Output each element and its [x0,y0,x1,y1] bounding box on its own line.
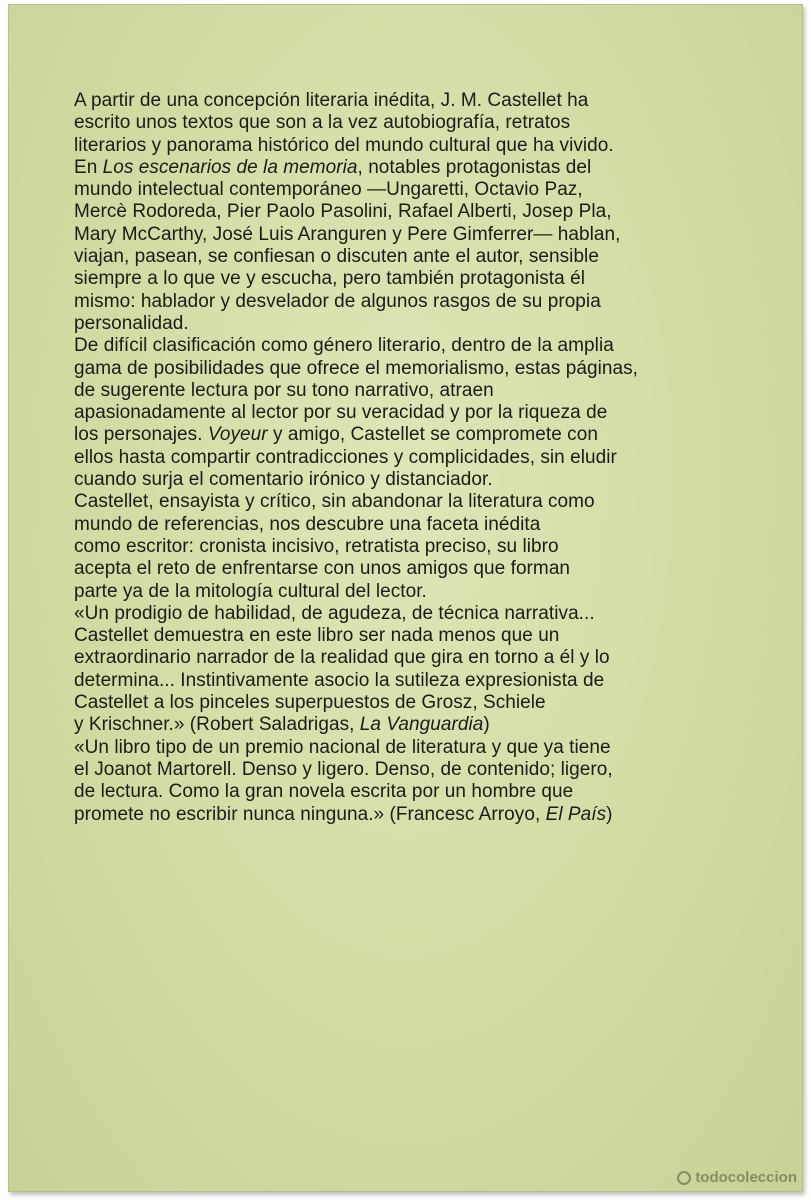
text-segment: literarios y panorama histórico del mundo cultural que ha vivido. [74,134,614,156]
synopsis-text [74,90,734,826]
text-line [74,112,734,134]
text-line [74,335,734,357]
italic-title: La Vanguardia [359,714,484,736]
text-segment: Mary McCarthy, José Luis Aranguren y Pere Gimferrer— hablan, [74,223,621,245]
italic-title: Los escenarios de la memoria [102,156,358,178]
text-line [74,714,734,736]
text-line [74,558,734,580]
text-line [74,581,734,603]
text-segment: personalidad. [74,312,189,334]
text-segment: A partir de una concepción literaria inédita, J. M. Castellet ha [74,90,589,111]
text-segment: «Un prodigio de habilidad, de agudeza, de técnica narrativa... [74,602,595,624]
italic-title: El País [545,803,607,825]
text-line [74,447,734,469]
text-line [74,625,734,647]
text-segment: y Krischner.» (Robert Saladrigas, [74,714,360,736]
watermark-logo-icon [677,1171,691,1185]
text-segment: , notables protagonistas del [357,156,592,178]
text-segment: siempre a lo que ve y escucha, pero también protagonista él [74,268,585,290]
text-line [74,692,734,714]
text-segment: mundo de referencias, nos descubre una faceta inédita [74,513,541,535]
text-segment: como escritor: cronista incisivo, retratista preciso, su libro [74,535,559,557]
text-segment: los personajes. [74,424,208,446]
text-segment: el Joanot Martorell. Denso y ligero. Denso, de contenido; ligero, [74,758,613,780]
text-segment: «Un libro tipo de un premio nacional de literatura y que ya tiene [74,736,611,758]
text-segment: extraordinario narrador de la realidad que gira en torno a él y lo [74,647,610,669]
text-line [74,179,734,201]
italic-title: Voyeur [207,424,268,446]
text-segment: ) [606,803,613,825]
text-segment: y amigo, Castellet se compromete con [267,424,598,446]
text-line [74,670,734,692]
text-line [74,402,734,424]
text-segment: Castellet a los pinceles superpuestos de Grosz, Schiele [74,692,546,714]
text-line [74,246,734,268]
text-segment: parte ya de la mitología cultural del lector. [74,580,427,602]
text-segment: de lectura. Como la gran novela escrita por un hombre que [74,781,574,803]
text-line [74,603,734,625]
text-segment: de sugerente lectura por su tono narrativo, atraen [74,379,494,401]
text-segment: Mercè Rodoreda, Pier Paolo Pasolini, Rafael Alberti, Josep Pla, [74,201,612,223]
text-line [74,514,734,536]
text-segment: acepta el reto de enfrentarse con unos amigos que forman [74,558,571,580]
watermark [677,1169,797,1186]
text-segment: De difícil clasificación como género literario, dentro de la amplia [74,335,614,357]
watermark-text: todocoleccion [695,1169,797,1186]
text-line [74,291,734,313]
text-segment: mismo: hablador y desvelador de algunos rasgos de su propia [74,290,601,312]
text-line [74,380,734,402]
text-segment: mundo intelectual contemporáneo —Ungaretti, Octavio Paz, [74,179,583,201]
text-line [74,469,734,491]
text-segment: promete no escribir nunca ninguna.» (Francesc Arroyo, [74,803,546,825]
text-line [74,536,734,558]
text-segment: En [74,156,103,178]
text-line [74,135,734,157]
text-segment: Castellet demuestra en este libro ser nada menos que un [74,625,560,647]
text-line [74,157,734,179]
text-segment: escrito unos textos que son a la vez autobiografía, retratos [74,112,571,134]
text-line [74,759,734,781]
text-line [74,224,734,246]
text-line [74,90,734,112]
text-line [74,313,734,335]
text-segment: determina... Instintivamente asocio la sutileza expresionista de [74,669,605,691]
text-segment: ) [483,714,490,736]
text-segment: ellos hasta compartir contradicciones y complicidades, sin eludir [74,446,617,468]
text-line [74,647,734,669]
text-segment: Castellet, ensayista y crítico, sin abandonar la literatura como [74,491,595,513]
book-back-cover [8,4,803,1192]
text-line [74,268,734,290]
text-segment: gama de posibilidades que ofrece el memorialismo, estas páginas, [74,357,639,379]
text-segment: apasionadamente al lector por su veracidad y por la riqueza de [74,402,608,424]
text-line [74,201,734,223]
text-line [74,781,734,803]
text-line [74,491,734,513]
text-line [74,358,734,380]
text-line [74,804,734,826]
text-segment: viajan, pasean, se confiesan o discuten ante el autor, sensible [74,246,599,268]
text-segment: cuando surja el comentario irónico y distanciador. [74,469,493,491]
text-line [74,424,734,446]
text-line [74,737,734,759]
